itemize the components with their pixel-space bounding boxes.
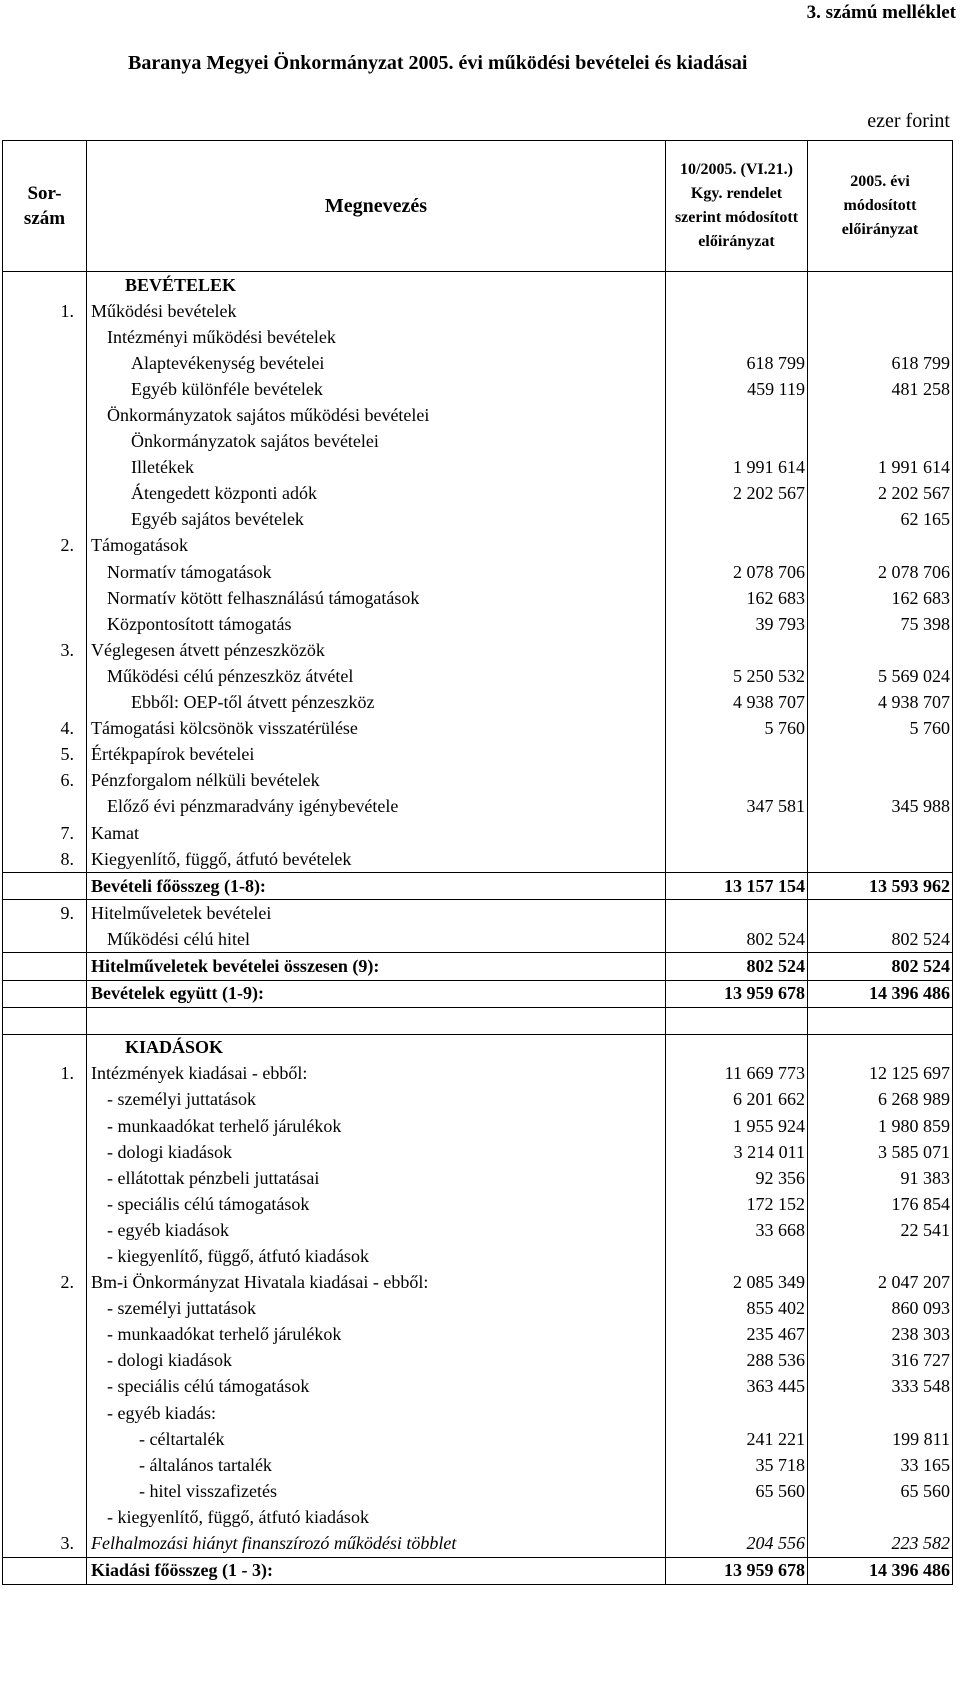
- modified-estimate-value: 4 938 707: [808, 690, 953, 716]
- row-label: Bevételi főösszeg (1-8):: [87, 873, 666, 900]
- original-estimate-value: 4 938 707: [666, 690, 808, 716]
- row-label: Központosított támogatás: [87, 611, 666, 637]
- header-original-line1: 10/2005. (VI.21.): [680, 161, 793, 178]
- table-row: [3, 637, 953, 663]
- header-original-line2: Kgy. rendelet: [690, 185, 783, 202]
- modified-estimate-value: [808, 1504, 953, 1530]
- modified-estimate-value: 481 258: [808, 376, 953, 402]
- original-estimate-value: [666, 298, 808, 324]
- original-estimate-value: 802 524: [666, 953, 808, 980]
- table-row: [3, 690, 953, 716]
- row-number: [3, 1217, 87, 1243]
- row-label: Bevételek együtt (1-9):: [87, 980, 666, 1007]
- header-modified-line2: módosított: [843, 197, 917, 214]
- table-row: [3, 846, 953, 873]
- table-row: [3, 272, 953, 299]
- row-number: [3, 611, 87, 637]
- budget-table: [2, 140, 953, 1585]
- modified-estimate-value: 91 383: [808, 1165, 953, 1191]
- original-estimate-value: [666, 900, 808, 927]
- row-label: Értékpapírok bevételei: [87, 742, 666, 768]
- modified-estimate-value: 345 988: [808, 794, 953, 820]
- row-label: Illetékek: [87, 455, 666, 481]
- row-label: Egyéb sajátos bevételek: [87, 507, 666, 533]
- row-number: [3, 376, 87, 402]
- original-estimate-value: [666, 768, 808, 794]
- modified-estimate-value: 162 683: [808, 585, 953, 611]
- row-number: [3, 1374, 87, 1400]
- header-modified-line1: 2005. évi: [850, 173, 910, 190]
- row-number: [3, 455, 87, 481]
- original-estimate-value: 2 085 349: [666, 1270, 808, 1296]
- table-row: [3, 1504, 953, 1530]
- row-number: [3, 1087, 87, 1113]
- original-estimate-value: 65 560: [666, 1478, 808, 1504]
- original-estimate-value: 13 959 678: [666, 980, 808, 1007]
- modified-estimate-value: 176 854: [808, 1191, 953, 1217]
- modified-estimate-value: 223 582: [808, 1531, 953, 1558]
- original-estimate-value: 235 467: [666, 1322, 808, 1348]
- row-label: Intézményi működési bevételek: [87, 324, 666, 350]
- row-number: 4.: [3, 716, 87, 742]
- row-number: [3, 272, 87, 299]
- row-label: - kiegyenlítő, függő, átfutó kiadások: [87, 1504, 666, 1530]
- row-number: [3, 926, 87, 953]
- row-number: 3.: [3, 637, 87, 663]
- original-estimate-value: [666, 846, 808, 873]
- row-label: Pénzforgalom nélküli bevételek: [87, 768, 666, 794]
- table-row: [3, 1557, 953, 1584]
- row-number: [3, 1139, 87, 1165]
- row-number: [3, 585, 87, 611]
- row-number: 9.: [3, 900, 87, 927]
- row-number: [3, 507, 87, 533]
- row-label: - személyi juttatások: [87, 1296, 666, 1322]
- original-estimate-value: [666, 742, 808, 768]
- original-estimate-value: [666, 429, 808, 455]
- table-row: [3, 768, 953, 794]
- modified-estimate-value: [808, 742, 953, 768]
- original-estimate-value: [666, 1243, 808, 1269]
- table-row: [3, 376, 953, 402]
- modified-estimate-value: 2 047 207: [808, 1270, 953, 1296]
- row-number: [3, 953, 87, 980]
- table-row: [3, 402, 953, 428]
- row-number: [3, 402, 87, 428]
- modified-estimate-value: [808, 820, 953, 846]
- table-row: [3, 873, 953, 900]
- modified-estimate-value: 2 202 567: [808, 481, 953, 507]
- row-number: [3, 1034, 87, 1061]
- row-label: Támogatási kölcsönök visszatérülése: [87, 716, 666, 742]
- row-label: Felhalmozási hiányt finanszírozó működési többlet: [87, 1531, 666, 1558]
- row-label: Működési célú pénzeszköz átvétel: [87, 663, 666, 689]
- original-estimate-value: [666, 1400, 808, 1426]
- row-label: Működési bevételek: [87, 298, 666, 324]
- row-number: [3, 663, 87, 689]
- row-number: [3, 1165, 87, 1191]
- table-row: [3, 1348, 953, 1374]
- original-estimate-value: 39 793: [666, 611, 808, 637]
- modified-estimate-value: 14 396 486: [808, 980, 953, 1007]
- row-number: [3, 1243, 87, 1269]
- table-row: [3, 820, 953, 846]
- row-label: - céltartalék: [87, 1426, 666, 1452]
- row-number: [3, 794, 87, 820]
- row-label: Kamat: [87, 820, 666, 846]
- table-row: [3, 507, 953, 533]
- table-row: [3, 900, 953, 927]
- modified-estimate-value: 5 569 024: [808, 663, 953, 689]
- header-original-line3: szerint módosított: [674, 209, 799, 226]
- table-row: [3, 1061, 953, 1087]
- row-number: [3, 481, 87, 507]
- row-label: - dologi kiadások: [87, 1348, 666, 1374]
- row-label: Önkormányzatok sajátos bevételei: [87, 429, 666, 455]
- modified-estimate-value: 802 524: [808, 926, 953, 953]
- modified-estimate-value: [808, 402, 953, 428]
- table-row: [3, 1270, 953, 1296]
- modified-estimate-value: 199 811: [808, 1426, 953, 1452]
- original-estimate-value: 241 221: [666, 1426, 808, 1452]
- table-header: [3, 141, 953, 272]
- modified-estimate-value: 1 991 614: [808, 455, 953, 481]
- table-row: [3, 742, 953, 768]
- row-number: [3, 559, 87, 585]
- row-label: Működési célú hitel: [87, 926, 666, 953]
- row-number: 3.: [3, 1531, 87, 1558]
- original-estimate-value: 35 718: [666, 1452, 808, 1478]
- original-estimate-value: 2 078 706: [666, 559, 808, 585]
- table-row: [3, 1191, 953, 1217]
- table-row: [3, 350, 953, 376]
- original-estimate-value: 618 799: [666, 350, 808, 376]
- row-number: [3, 324, 87, 350]
- modified-estimate-value: 802 524: [808, 953, 953, 980]
- unit-label: ezer forint: [867, 110, 950, 132]
- modified-estimate-value: [808, 324, 953, 350]
- modified-estimate-value: [808, 1243, 953, 1269]
- row-label: Normatív kötött felhasználású támogatások: [87, 585, 666, 611]
- modified-estimate-value: [808, 298, 953, 324]
- original-estimate-value: [666, 637, 808, 663]
- page-title: Baranya Megyei Önkormányzat 2005. évi működési bevételei és kiadásai: [128, 52, 748, 74]
- original-estimate-value: 13 959 678: [666, 1557, 808, 1584]
- header-row-number: [3, 141, 87, 272]
- row-label: Alaptevékenység bevételei: [87, 350, 666, 376]
- table-row: [3, 953, 953, 980]
- row-number: [3, 873, 87, 900]
- modified-estimate-value: 33 165: [808, 1452, 953, 1478]
- row-label: - egyéb kiadás:: [87, 1400, 666, 1426]
- row-number: [3, 1296, 87, 1322]
- modified-estimate-value: 333 548: [808, 1374, 953, 1400]
- row-number: [3, 1191, 87, 1217]
- row-number: [3, 1322, 87, 1348]
- row-number: [3, 1478, 87, 1504]
- original-estimate-value: [666, 1504, 808, 1530]
- row-label: - általános tartalék: [87, 1452, 666, 1478]
- original-estimate-value: 1 991 614: [666, 455, 808, 481]
- table-row: [3, 716, 953, 742]
- original-estimate-value: 11 669 773: [666, 1061, 808, 1087]
- modified-estimate-value: 12 125 697: [808, 1061, 953, 1087]
- original-estimate-value: [666, 272, 808, 299]
- modified-estimate-value: 65 560: [808, 1478, 953, 1504]
- table-row: [3, 1296, 953, 1322]
- row-label: Egyéb különféle bevételek: [87, 376, 666, 402]
- table-row: [3, 1400, 953, 1426]
- row-label: Ebből: OEP-től átvett pénzeszköz: [87, 690, 666, 716]
- table-row: [3, 1322, 953, 1348]
- table-row: [3, 1165, 953, 1191]
- original-estimate-value: 2 202 567: [666, 481, 808, 507]
- row-number: 8.: [3, 846, 87, 873]
- original-estimate-value: [666, 1034, 808, 1061]
- modified-estimate-value: 860 093: [808, 1296, 953, 1322]
- row-number: 2.: [3, 1270, 87, 1296]
- modified-estimate-value: [808, 900, 953, 927]
- modified-estimate-value: 3 585 071: [808, 1139, 953, 1165]
- table-row: [3, 1426, 953, 1452]
- original-estimate-value: 204 556: [666, 1531, 808, 1558]
- annex-label: 3. számú melléklet: [806, 2, 956, 23]
- row-label: KIADÁSOK: [87, 1034, 666, 1061]
- row-label: Előző évi pénzmaradvány igénybevétele: [87, 794, 666, 820]
- header-modified-line3: előirányzat: [841, 221, 919, 238]
- row-number: [3, 690, 87, 716]
- table-row: [3, 455, 953, 481]
- table-row: [3, 1087, 953, 1113]
- row-label: Hitelműveletek bevételei összesen (9):: [87, 953, 666, 980]
- original-estimate-value: 162 683: [666, 585, 808, 611]
- original-estimate-value: [666, 402, 808, 428]
- table-row: [3, 533, 953, 559]
- row-number: [3, 1007, 87, 1034]
- row-label: - személyi juttatások: [87, 1087, 666, 1113]
- table-row: [3, 926, 953, 953]
- modified-estimate-value: 6 268 989: [808, 1087, 953, 1113]
- row-label: - kiegyenlítő, függő, átfutó kiadások: [87, 1243, 666, 1269]
- modified-estimate-value: [808, 272, 953, 299]
- row-number: [3, 980, 87, 1007]
- header-row-number-line2: szám: [23, 208, 66, 229]
- table-row: [3, 585, 953, 611]
- table-row: [3, 298, 953, 324]
- row-number: 7.: [3, 820, 87, 846]
- original-estimate-value: [666, 820, 808, 846]
- header-original-estimate: [666, 141, 808, 272]
- row-number: 1.: [3, 298, 87, 324]
- original-estimate-value: 5 250 532: [666, 663, 808, 689]
- row-label: Hitelműveletek bevételei: [87, 900, 666, 927]
- modified-estimate-value: [808, 637, 953, 663]
- modified-estimate-value: [808, 1007, 953, 1034]
- row-number: [3, 1400, 87, 1426]
- row-label: - munkaadókat terhelő járulékok: [87, 1113, 666, 1139]
- row-label: [87, 1007, 666, 1034]
- table-row: [3, 794, 953, 820]
- modified-estimate-value: 75 398: [808, 611, 953, 637]
- row-label: Normatív támogatások: [87, 559, 666, 585]
- modified-estimate-value: 62 165: [808, 507, 953, 533]
- original-estimate-value: 288 536: [666, 1348, 808, 1374]
- row-number: 1.: [3, 1061, 87, 1087]
- table-row: [3, 980, 953, 1007]
- row-label: Intézmények kiadásai - ebből:: [87, 1061, 666, 1087]
- row-number: [3, 1426, 87, 1452]
- row-label: Átengedett központi adók: [87, 481, 666, 507]
- table-row: [3, 1034, 953, 1061]
- original-estimate-value: 92 356: [666, 1165, 808, 1191]
- header-original-line4: előirányzat: [698, 233, 775, 250]
- modified-estimate-value: [808, 846, 953, 873]
- original-estimate-value: 13 157 154: [666, 873, 808, 900]
- row-number: [3, 429, 87, 455]
- original-estimate-value: [666, 1007, 808, 1034]
- modified-estimate-value: 238 303: [808, 1322, 953, 1348]
- row-label: - egyéb kiadások: [87, 1217, 666, 1243]
- table-row: [3, 429, 953, 455]
- modified-estimate-value: 13 593 962: [808, 873, 953, 900]
- table-row: [3, 1452, 953, 1478]
- row-label: Kiegyenlítő, függő, átfutó bevételek: [87, 846, 666, 873]
- table-row: [3, 1007, 953, 1034]
- modified-estimate-value: [808, 1034, 953, 1061]
- modified-estimate-value: 316 727: [808, 1348, 953, 1374]
- modified-estimate-value: 22 541: [808, 1217, 953, 1243]
- original-estimate-value: [666, 533, 808, 559]
- row-label: Bm-i Önkormányzat Hivatala kiadásai - ebből:: [87, 1270, 666, 1296]
- modified-estimate-value: 14 396 486: [808, 1557, 953, 1584]
- modified-estimate-value: 2 078 706: [808, 559, 953, 585]
- row-label: Kiadási főösszeg (1 - 3):: [87, 1557, 666, 1584]
- table-row: [3, 481, 953, 507]
- row-number: [3, 1348, 87, 1374]
- row-number: [3, 1452, 87, 1478]
- original-estimate-value: 3 214 011: [666, 1139, 808, 1165]
- table-row: [3, 1531, 953, 1558]
- modified-estimate-value: 618 799: [808, 350, 953, 376]
- modified-estimate-value: [808, 533, 953, 559]
- modified-estimate-value: [808, 768, 953, 794]
- row-number: 5.: [3, 742, 87, 768]
- original-estimate-value: 363 445: [666, 1374, 808, 1400]
- original-estimate-value: 347 581: [666, 794, 808, 820]
- table-body: [3, 272, 953, 1585]
- header-modified-estimate: [808, 141, 953, 272]
- row-label: - munkaadókat terhelő járulékok: [87, 1322, 666, 1348]
- original-estimate-value: 6 201 662: [666, 1087, 808, 1113]
- table-row: [3, 1374, 953, 1400]
- original-estimate-value: 802 524: [666, 926, 808, 953]
- row-label: - speciális célú támogatások: [87, 1191, 666, 1217]
- modified-estimate-value: 1 980 859: [808, 1113, 953, 1139]
- row-label: BEVÉTELEK: [87, 272, 666, 299]
- row-number: [3, 1113, 87, 1139]
- original-estimate-value: 33 668: [666, 1217, 808, 1243]
- original-estimate-value: 1 955 924: [666, 1113, 808, 1139]
- table-row: [3, 1113, 953, 1139]
- row-number: 6.: [3, 768, 87, 794]
- table-row: [3, 324, 953, 350]
- row-label: - speciális célú támogatások: [87, 1374, 666, 1400]
- original-estimate-value: 172 152: [666, 1191, 808, 1217]
- original-estimate-value: 855 402: [666, 1296, 808, 1322]
- modified-estimate-value: [808, 1400, 953, 1426]
- row-label: - hitel visszafizetés: [87, 1478, 666, 1504]
- table-row: [3, 663, 953, 689]
- row-number: [3, 350, 87, 376]
- row-number: [3, 1557, 87, 1584]
- header-name-label: Megnevezés: [324, 194, 428, 217]
- row-number: 2.: [3, 533, 87, 559]
- table-row: [3, 1217, 953, 1243]
- table-row: [3, 1243, 953, 1269]
- row-label: - dologi kiadások: [87, 1139, 666, 1165]
- table-row: [3, 559, 953, 585]
- row-label: Önkormányzatok sajátos működési bevételei: [87, 402, 666, 428]
- row-label: Véglegesen átvett pénzeszközök: [87, 637, 666, 663]
- header-row-number-line1: Sor-: [27, 183, 62, 204]
- modified-estimate-value: [808, 429, 953, 455]
- table-row: [3, 1139, 953, 1165]
- original-estimate-value: [666, 324, 808, 350]
- header-name: [87, 141, 666, 272]
- row-number: [3, 1504, 87, 1530]
- original-estimate-value: 5 760: [666, 716, 808, 742]
- table-row: [3, 611, 953, 637]
- modified-estimate-value: 5 760: [808, 716, 953, 742]
- row-label: - ellátottak pénzbeli juttatásai: [87, 1165, 666, 1191]
- original-estimate-value: 459 119: [666, 376, 808, 402]
- row-label: Támogatások: [87, 533, 666, 559]
- original-estimate-value: [666, 507, 808, 533]
- table-row: [3, 1478, 953, 1504]
